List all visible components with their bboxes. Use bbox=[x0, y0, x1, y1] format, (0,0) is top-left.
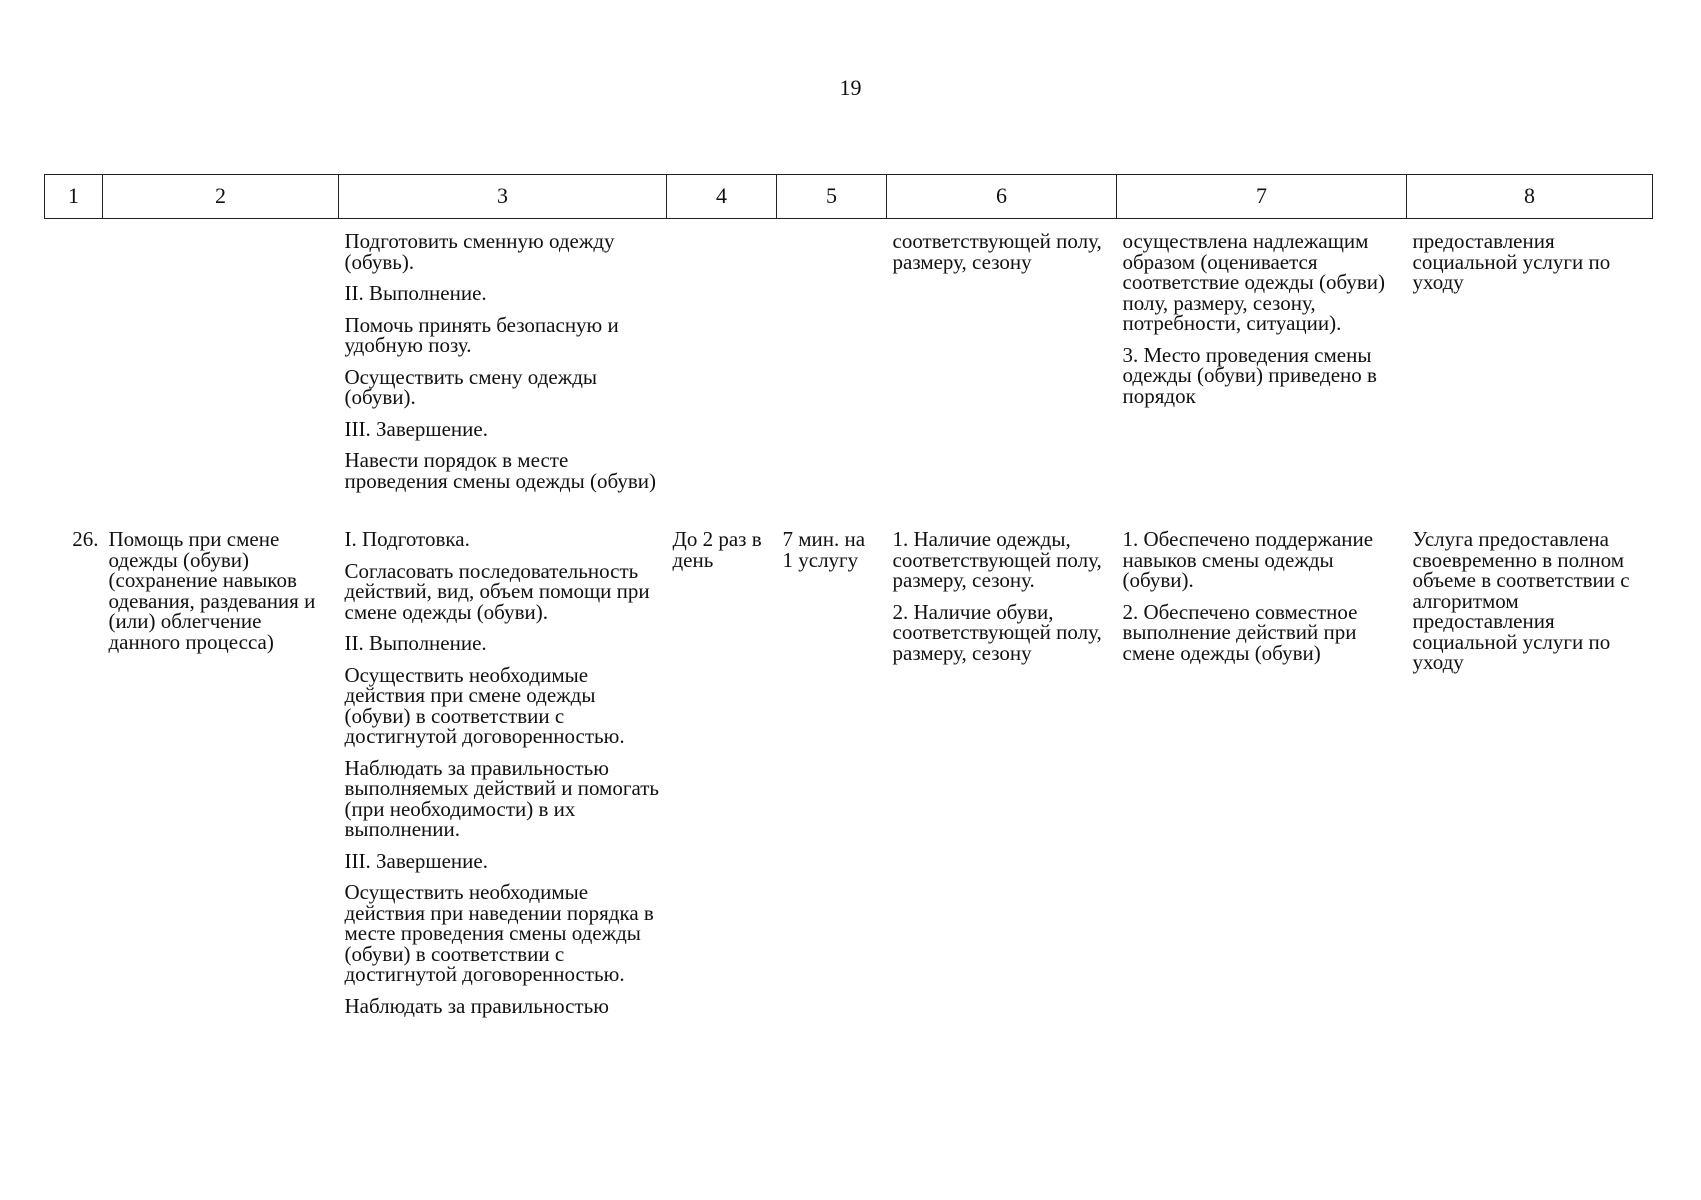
procedure-step: Согласовать последовательность действий, вид, объем помощи при смене одежды (обуви). bbox=[344, 558, 650, 624]
service-evaluation: Услуга предоставлена своевременно в полном объеме в соответствии с алгоритмом предоставления социальной услуги по уходу bbox=[1412, 527, 1630, 674]
column-header-4: 4 bbox=[667, 175, 777, 219]
quality-item: осуществлена надлежащим образом (оценивается соответствие одежды (обуви) полу, размеру, сезону, потребности, ситуации). bbox=[1122, 229, 1385, 335]
cell-conditions bbox=[887, 219, 1117, 518]
procedure-step: Помочь принять безопасную и удобную позу. bbox=[344, 312, 619, 357]
procedure-step: Подготовить сменную одежду (обувь). bbox=[344, 229, 615, 274]
column-header-5: 5 bbox=[777, 175, 887, 219]
table-row-continuation bbox=[45, 219, 1653, 518]
table-row-service-26 bbox=[45, 517, 1653, 1016]
procedure-step: Осуществить необходимые действия при наведении порядка в месте проведения смены одежды (обуви) в соответствии с достигнутой договоренностью. bbox=[344, 880, 654, 986]
quality-item: 3. Место проведения смены одежды (обуви) приведено в порядок bbox=[1122, 342, 1377, 408]
cell-quality bbox=[1117, 219, 1407, 518]
cell-name-empty bbox=[103, 219, 339, 518]
procedure-stage-heading: I. Подготовка. bbox=[344, 527, 470, 551]
conditions-text: соответствующей полу, размеру, сезону bbox=[892, 229, 1102, 274]
page-number: 19 bbox=[839, 75, 862, 100]
service-frequency: До 2 раз в день bbox=[672, 527, 762, 572]
cell-procedure bbox=[339, 219, 667, 518]
quality-item: 1. Обеспечено поддержание навыков смены одежды (обуви). bbox=[1122, 527, 1374, 592]
column-header-1: 1 bbox=[45, 175, 103, 219]
procedure-step: Навести порядок в месте проведения смены одежды (обуви) bbox=[344, 448, 656, 493]
procedure-step: Осуществить необходимые действия при смене одежды (обуви) в соответствии с достигнутой договоренностью. bbox=[344, 662, 625, 748]
cell-frequency-empty bbox=[667, 219, 777, 518]
quality-item: 2. Обеспечено совместное выполнение действий при смене одежды (обуви) bbox=[1122, 599, 1358, 665]
cell-quality bbox=[1117, 517, 1407, 1016]
condition-item: 1. Наличие одежды, соответствующей полу, размеру, сезону. bbox=[892, 527, 1102, 592]
procedure-stage-heading: III. Завершение. bbox=[344, 416, 488, 441]
column-header-8: 8 bbox=[1407, 175, 1653, 219]
column-header-2: 2 bbox=[103, 175, 339, 219]
column-header-7: 7 bbox=[1117, 175, 1407, 219]
cell-procedure bbox=[339, 517, 667, 1016]
cell-duration-empty bbox=[777, 219, 887, 518]
procedure-stage-heading: III. Завершение. bbox=[344, 848, 488, 873]
cell-evaluation bbox=[1407, 219, 1653, 518]
cell-number-empty bbox=[45, 219, 103, 518]
service-number: 26. bbox=[72, 527, 99, 551]
column-header-3: 3 bbox=[339, 175, 667, 219]
procedure-step: Наблюдать за правильностью выполняемых действий и помогать (при необходимости) в их выполнении. bbox=[344, 755, 659, 841]
service-duration: 7 мин. на 1 услугу bbox=[782, 527, 866, 572]
procedure-stage-heading: II. Выполнение. bbox=[344, 631, 487, 655]
procedure-step: Наблюдать за правильностью bbox=[344, 993, 609, 1018]
procedure-step: Осуществить смену одежды (обуви). bbox=[344, 364, 598, 409]
condition-item: 2. Наличие обуви, соответствующей полу, размеру, сезону bbox=[892, 599, 1102, 665]
cell-conditions bbox=[887, 517, 1117, 1016]
services-table bbox=[44, 174, 1653, 1016]
column-header-6: 6 bbox=[887, 175, 1117, 219]
procedure-stage-heading: II. Выполнение. bbox=[344, 281, 487, 305]
table-header-row bbox=[45, 175, 1653, 219]
evaluation-text: предоставления социальной услуги по уходу bbox=[1412, 229, 1611, 294]
service-name: Помощь при смене одежды (обуви) (сохранение навыков одевания, раздевания и (или) облегчение данного процесса) bbox=[108, 527, 316, 654]
